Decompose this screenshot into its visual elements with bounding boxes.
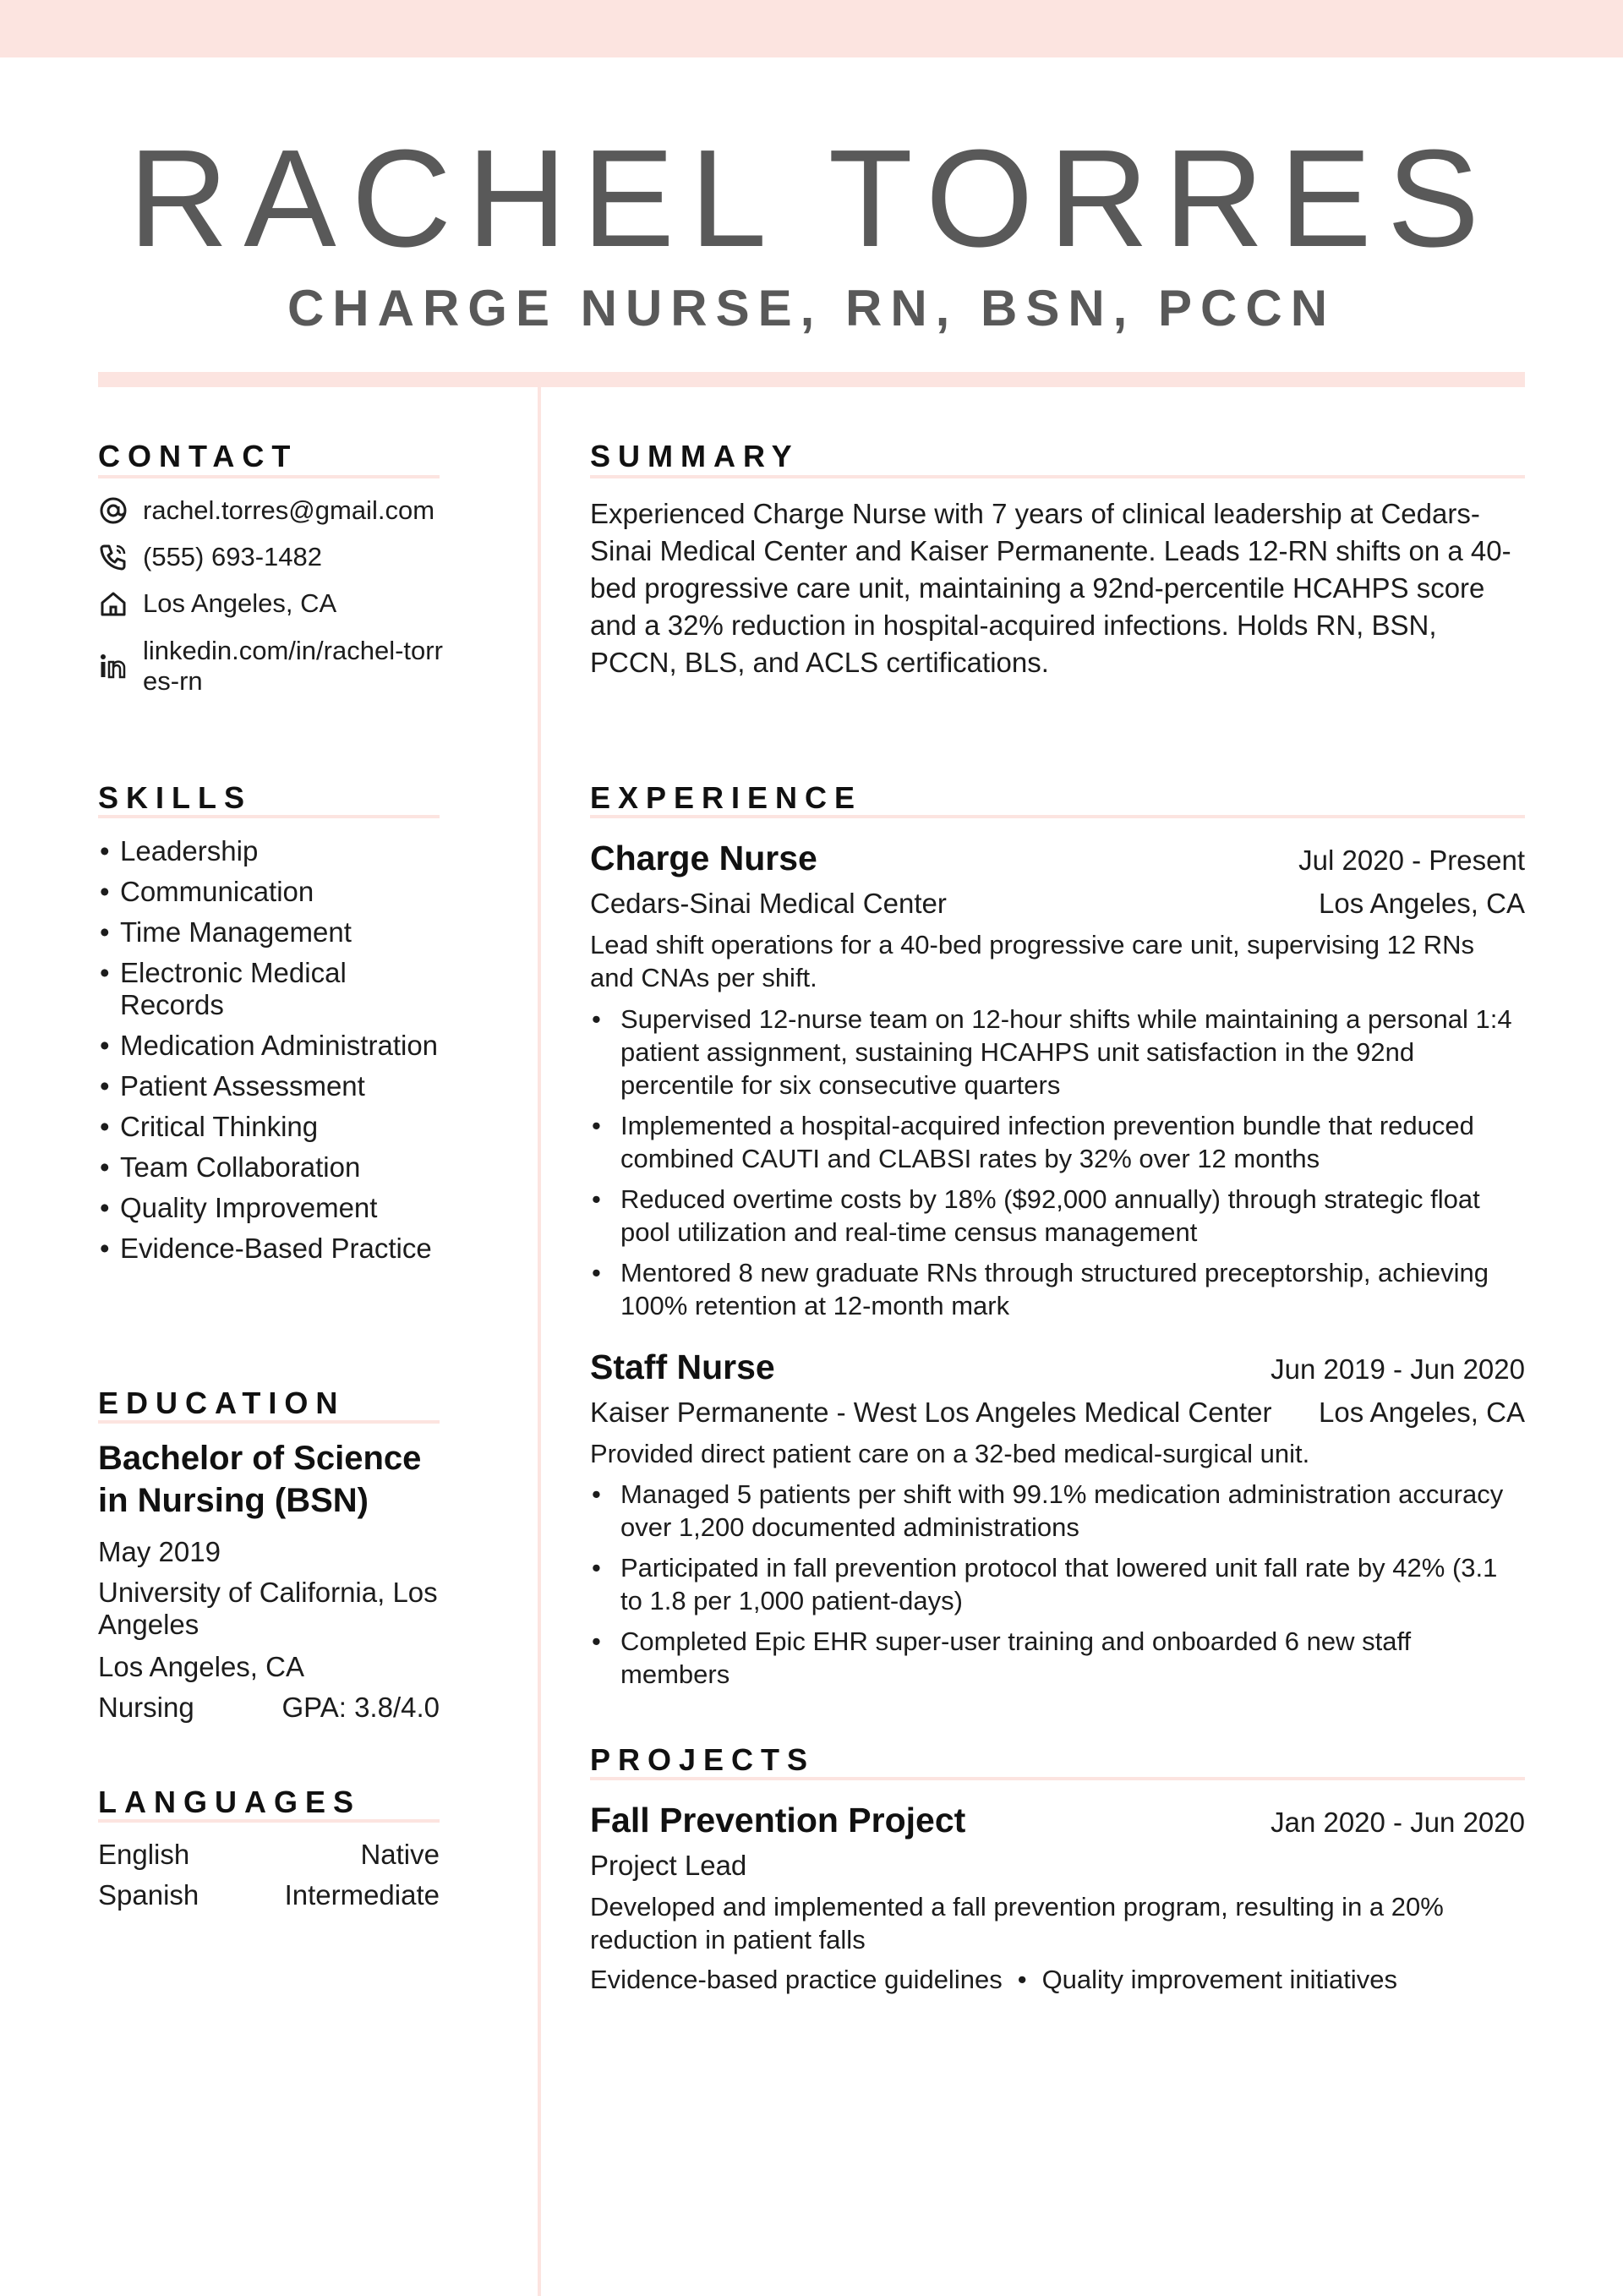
- job-bullet: • Implemented a hospital-acquired infection prevention bundle that reduced combined CAUTI and CLABSI rates by 32% over 12 months: [590, 1109, 1525, 1175]
- project-tags: [590, 1963, 1397, 1997]
- job-dates: Jun 2019 - Jun 2020: [1271, 1353, 1525, 1385]
- language-level: Intermediate: [284, 1879, 440, 1911]
- skills-section-title: SKILLS: [98, 780, 253, 815]
- job-organization: Cedars-Sinai Medical Center: [590, 888, 947, 919]
- job-title: Staff Nurse: [590, 1348, 775, 1386]
- contact-section-title: CONTACT: [98, 439, 298, 473]
- skill-item: • Electronic Medical Records: [98, 957, 453, 1021]
- job-dates: Jul 2020 - Present: [1298, 845, 1525, 876]
- home-icon: [98, 588, 132, 619]
- contact-linkedin-text: linkedin.com/in/rachel-torres-rn: [143, 636, 443, 696]
- skill-item: • Communication: [98, 876, 453, 908]
- language-row: [98, 1879, 440, 1911]
- education-degree: Bachelor of Science in Nursing (BSN): [98, 1440, 422, 1519]
- skill-item: • Patient Assessment: [98, 1070, 453, 1102]
- linkedin-icon: [98, 651, 132, 681]
- education-section-rule: [98, 1420, 440, 1424]
- contact-location-text: Los Angeles, CA: [143, 588, 337, 618]
- skill-item: • Critical Thinking: [98, 1111, 453, 1143]
- education-section-title: EDUCATION: [98, 1386, 346, 1420]
- tag-separator: •: [1017, 1965, 1027, 1994]
- job-bullets: [590, 1478, 1525, 1698]
- skill-item: • Quality Improvement: [98, 1192, 453, 1224]
- language-level: Native: [360, 1839, 440, 1870]
- skills-list: [98, 835, 453, 1273]
- contact-phone-text: (555) 693-1482: [143, 542, 322, 571]
- languages-section-rule: [98, 1819, 440, 1823]
- skill-item: • Time Management: [98, 916, 453, 948]
- column-divider: [538, 387, 541, 2296]
- job-title: Charge Nurse: [590, 839, 817, 877]
- top-accent-band: [0, 0, 1623, 57]
- job-location: Los Angeles, CA: [1319, 888, 1525, 919]
- job-bullet: • Participated in fall prevention protocol that lowered unit fall rate by 42% (3.1 to 1.8 per 1,000 patient-days): [590, 1551, 1525, 1617]
- project-tag: Evidence-based practice guidelines: [590, 1965, 1003, 1994]
- language-name: Spanish: [98, 1879, 199, 1911]
- experience-section-title: EXPERIENCE: [590, 780, 863, 815]
- education-gpa: GPA: 3.8/4.0: [281, 1692, 440, 1723]
- job-location: Los Angeles, CA: [1319, 1397, 1525, 1428]
- summary-section-rule: [590, 475, 1525, 478]
- contact-email-text: rachel.torres@gmail.com: [143, 495, 435, 525]
- languages-section-title: LANGUAGES: [98, 1785, 362, 1819]
- skill-item: • Evidence-Based Practice: [98, 1233, 453, 1265]
- skill-item: • Leadership: [98, 835, 453, 867]
- project-description: Developed and implemented a fall prevention program, resulting in a 20% reduction in patient falls: [590, 1892, 1444, 1954]
- job-bullet: • Mentored 8 new graduate RNs through structured preceptorship, achieving 100% retention at 12-month mark: [590, 1256, 1525, 1322]
- language-row: [98, 1839, 440, 1871]
- project-dates: Jan 2020 - Jun 2020: [1271, 1807, 1525, 1838]
- job-bullet: • Managed 5 patients per shift with 99.1% medication administration accuracy over 1,200 documented administrations: [590, 1478, 1525, 1544]
- candidate-name: RACHEL TORRES: [128, 121, 1495, 276]
- job-bullet: • Reduced overtime costs by 18% ($92,000 annually) through strategic float pool utilization and real-time census management: [590, 1183, 1525, 1249]
- project-tag: Quality improvement initiatives: [1041, 1965, 1397, 1994]
- job-description: Lead shift operations for a 40-bed progressive care unit, supervising 12 RNs and CNAs per shift.: [590, 930, 1474, 992]
- job-bullet: • Completed Epic EHR super-user training and onboarded 6 new staff members: [590, 1625, 1525, 1691]
- education-location: Los Angeles, CA: [98, 1651, 304, 1682]
- candidate-headline: CHARGE NURSE, RN, BSN, PCCN: [287, 280, 1336, 336]
- job-description: Provided direct patient care on a 32-bed medical-surgical unit.: [590, 1439, 1310, 1468]
- projects-section-rule: [590, 1777, 1525, 1780]
- job-organization: Kaiser Permanente - West Los Angeles Medical Center: [590, 1397, 1272, 1428]
- education-field: Nursing: [98, 1692, 194, 1723]
- project-title: Fall Prevention Project: [590, 1801, 966, 1840]
- header-divider: [98, 372, 1525, 387]
- summary-section-title: SUMMARY: [590, 439, 800, 473]
- at-icon: [98, 495, 132, 526]
- skills-section-rule: [98, 815, 440, 818]
- skill-item: • Team Collaboration: [98, 1151, 453, 1184]
- summary-text: Experienced Charge Nurse with 7 years of clinical leadership at Cedars-Sinai Medical Center and Kaiser Permanente. Leads 12-RN shifts on a 40-bed progressive care unit, maintaining a 92nd-percentile HCAHPS score and a 32% reduction in hospital-acquired infections. Holds RN, BSN, PCCN, BLS, and ACLS certifications.: [590, 498, 1511, 678]
- projects-section-title: PROJECTS: [590, 1742, 816, 1777]
- education-date: May 2019: [98, 1536, 221, 1567]
- language-name: English: [98, 1839, 190, 1870]
- experience-section-rule: [590, 815, 1525, 818]
- job-bullets: [590, 1003, 1525, 1330]
- education-school: University of California, Los Angeles: [98, 1577, 438, 1640]
- contact-section-rule: [98, 475, 440, 478]
- phone-icon: [98, 542, 132, 572]
- project-role: Project Lead: [590, 1850, 747, 1881]
- skill-item: • Medication Administration: [98, 1030, 453, 1062]
- job-bullet: • Supervised 12-nurse team on 12-hour shifts while maintaining a personal 1:4 patient assignment, sustaining HCAHPS unit satisfaction in the 92nd percentile for six consecutive quarters: [590, 1003, 1525, 1102]
